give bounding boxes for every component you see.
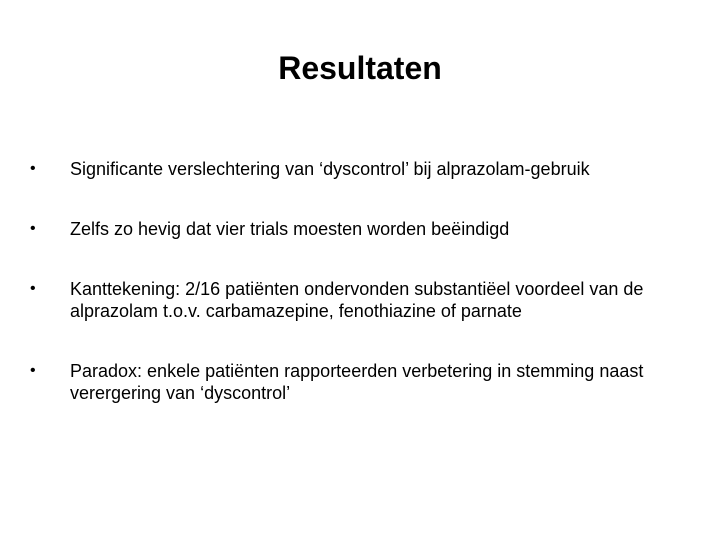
bullet-item <box>30 158 690 180</box>
bullet-list <box>30 158 690 404</box>
bullet-dot-icon: • <box>30 220 36 237</box>
bullet-item <box>30 218 690 240</box>
bullet-dot-icon: • <box>30 362 36 379</box>
bullet-text: Kanttekening: 2/16 patiënten ondervonden substantiëel voordeel van de alprazolam t.o.v. carbamazepine, fenothiazine of parnate <box>70 279 644 321</box>
bullet-item <box>30 360 690 404</box>
bullet-dot-icon: • <box>30 280 36 297</box>
bullet-item <box>30 278 690 322</box>
bullet-text: Significante verslechtering van ‘dyscontrol’ bij alprazolam-gebruik <box>70 159 590 179</box>
slide-title: Resultaten <box>278 50 442 86</box>
bullet-dot-icon: • <box>30 160 36 177</box>
bullet-text: Paradox: enkele patiënten rapporteerden verbetering in stemming naast verergering van ‘dyscontrol’ <box>70 361 644 403</box>
bullet-text: Zelfs zo hevig dat vier trials moesten worden beëindigd <box>70 219 510 239</box>
